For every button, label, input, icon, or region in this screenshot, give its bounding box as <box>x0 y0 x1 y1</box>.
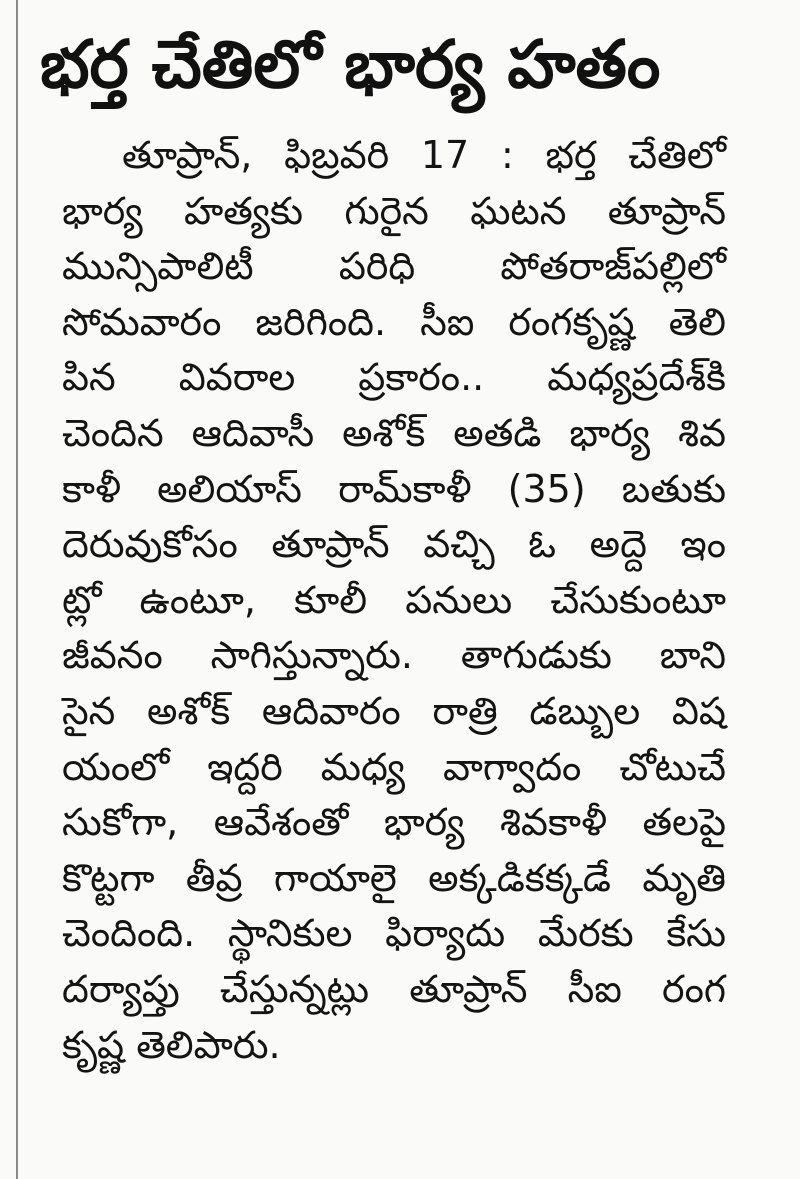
article-line: దర్యాప్తు చేస్తున్నట్లు తూప్రాన్ సీఐ రంగ <box>62 966 726 1011</box>
article-line: కృష్ణ తెలిపారు. <box>62 1022 281 1067</box>
article-line: సుకోగా, ఆవేశంతో భార్య శివకాళీ తలపై <box>62 800 726 845</box>
column-rule <box>16 0 18 1179</box>
article-line: ట్లో ఉంటూ, కూలీ పనులు చేసుకుంటూ <box>62 577 726 622</box>
article-line: మున్సిపాలిటీ పరిధి పోతరాజ్‌పల్లిలో <box>62 244 726 289</box>
article-line: యంలో ఇద్దరి మధ్య వాగ్వాదం చోటుచే <box>62 744 726 789</box>
article-line: పిన వివరాల ప్రకారం.. మధ్యప్రదేశ్‌కి <box>62 355 726 400</box>
article-line: సోమవారం జరిగింది. సీఐ రంగకృష్ణ తెలి <box>62 299 726 344</box>
article-line: భార్య హత్యకు గురైన ఘటన తూప్రాన్ <box>62 188 726 233</box>
article-line: జీవనం సాగిస్తున్నారు. తాగుడుకు బాని <box>62 633 726 678</box>
article-line: కొట్టగా తీవ్ర గాయాలై అక్కడికక్కడే మృతి <box>62 855 726 900</box>
headline: భర్త చేతిలో భార్య హతం <box>40 26 661 103</box>
article-line: కాళీ అలియాస్ రామ్‌కాళీ (35) బతుకు <box>62 466 726 511</box>
article-line: తూప్రాన్, ఫిబ్రవరి 17 : భర్త చేతిలో <box>122 133 726 177</box>
article-line: చెందింది. స్థానికుల ఫిర్యాదు మేరకు కేసు <box>62 911 726 956</box>
article-line: దెరువుకోసం తూప్రాన్ వచ్చి ఓ అద్దె ఇం <box>62 522 726 567</box>
article-line: సైన అశోక్ ఆదివారం రాత్రి డబ్బుల విష <box>62 688 726 733</box>
article-body <box>62 128 726 1073</box>
article-line: చెందిన ఆదివాసీ అశోక్ అతడి భార్య శివ <box>62 410 726 455</box>
